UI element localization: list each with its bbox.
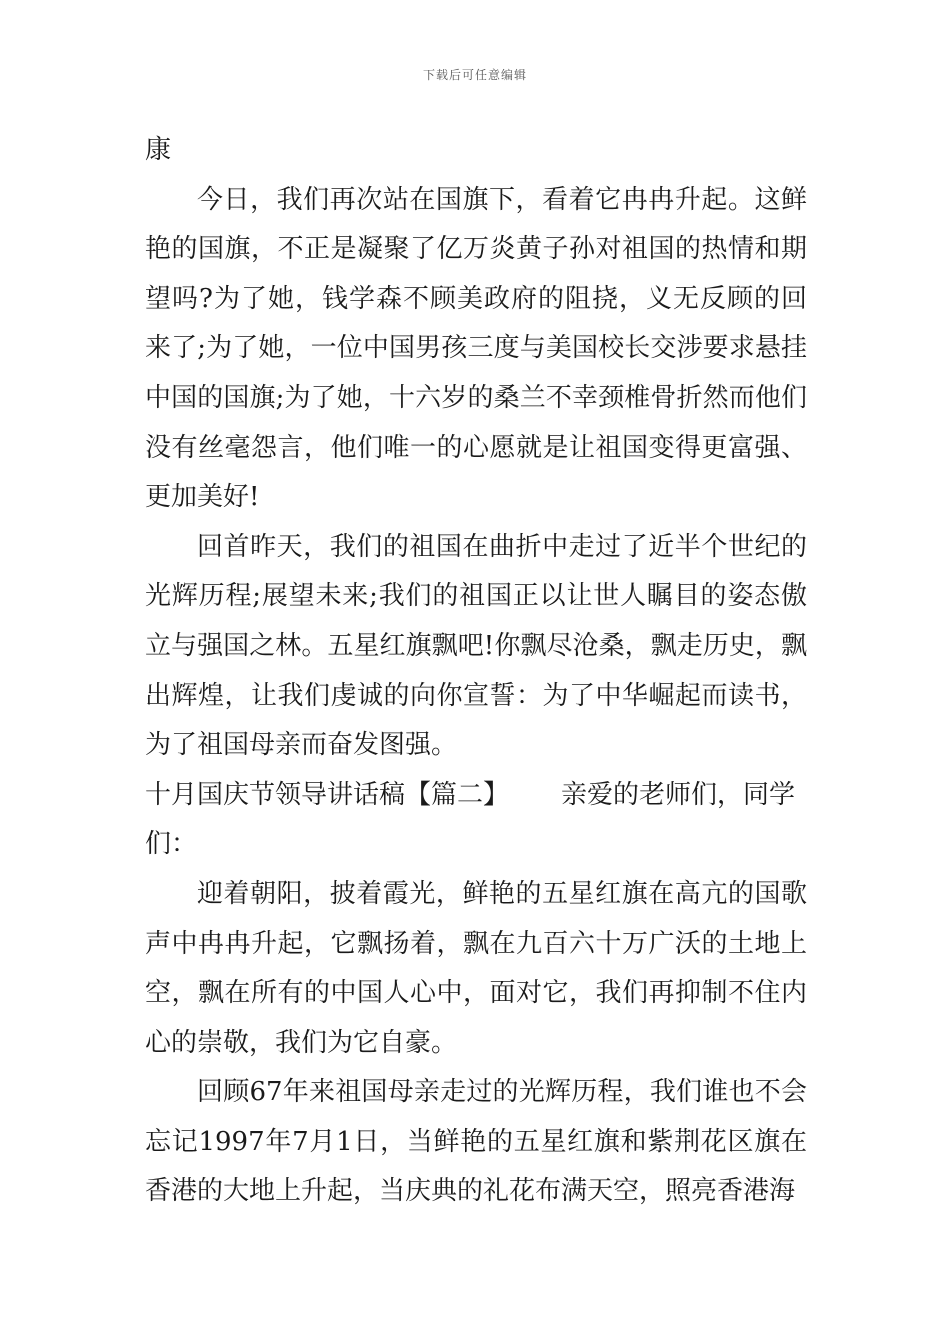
section-greeting: 亲爱的老师们，同学们： [145, 779, 796, 860]
paragraph-national-flag: 今日，我们再次站在国旗下，看着它冉冉升起。这鲜艳的国旗，不正是凝聚了亿万炎黄子孙对祖国的热情和期望吗?为了她，钱学森不顾美政府的阻挠，义无反顾的回来了;为了她，一位中国男孩三度与美国校长交涉要求悬挂中国的国旗;为了她，十六岁的桑兰不幸颈椎骨折然而他们没有丝毫怨言，他们唯一的心愿就是让祖国变得更富强、更加美好! [145, 184, 807, 513]
section-title: 十月国庆节领导讲话稿【篇二】 [145, 779, 510, 810]
paragraph-looking-back: 回首昨天，我们的祖国在曲折中走过了近半个世纪的光辉历程;展望未来;我们的祖国正以让世人瞩目的姿态傲立与强国之林。五星红旗飘吧!你飘尽沧桑，飘走历史，飘出辉煌，让我们虔诚的向你宣誓：为了中华崛起而读书，为了祖国母亲而奋发图强。 [145, 531, 807, 761]
page-header-note: 下载后可任意编辑 [422, 68, 527, 82]
paragraph-review-history: 回顾67年来祖国母亲走过的光辉历程，我们谁也不会忘记1997年7月1日，当鲜艳的五星红旗和紫荆花区旗在香港的大地上升起，当庆典的礼花布满天空，照亮香港海 [145, 1077, 807, 1207]
document-body [145, 126, 807, 1217]
paragraph-continuation: 康 [145, 135, 172, 165]
paragraph-morning-flag: 迎着朝阳，披着霞光，鲜艳的五星红旗在高亢的国歌声中冉冉升起，它飘扬着，飘在九百六十万广沃的土地上空，飘在所有的中国人心中，面对它，我们再抑制不住内心的崇敬，我们为它自豪。 [145, 878, 807, 1058]
section-heading [145, 771, 807, 870]
